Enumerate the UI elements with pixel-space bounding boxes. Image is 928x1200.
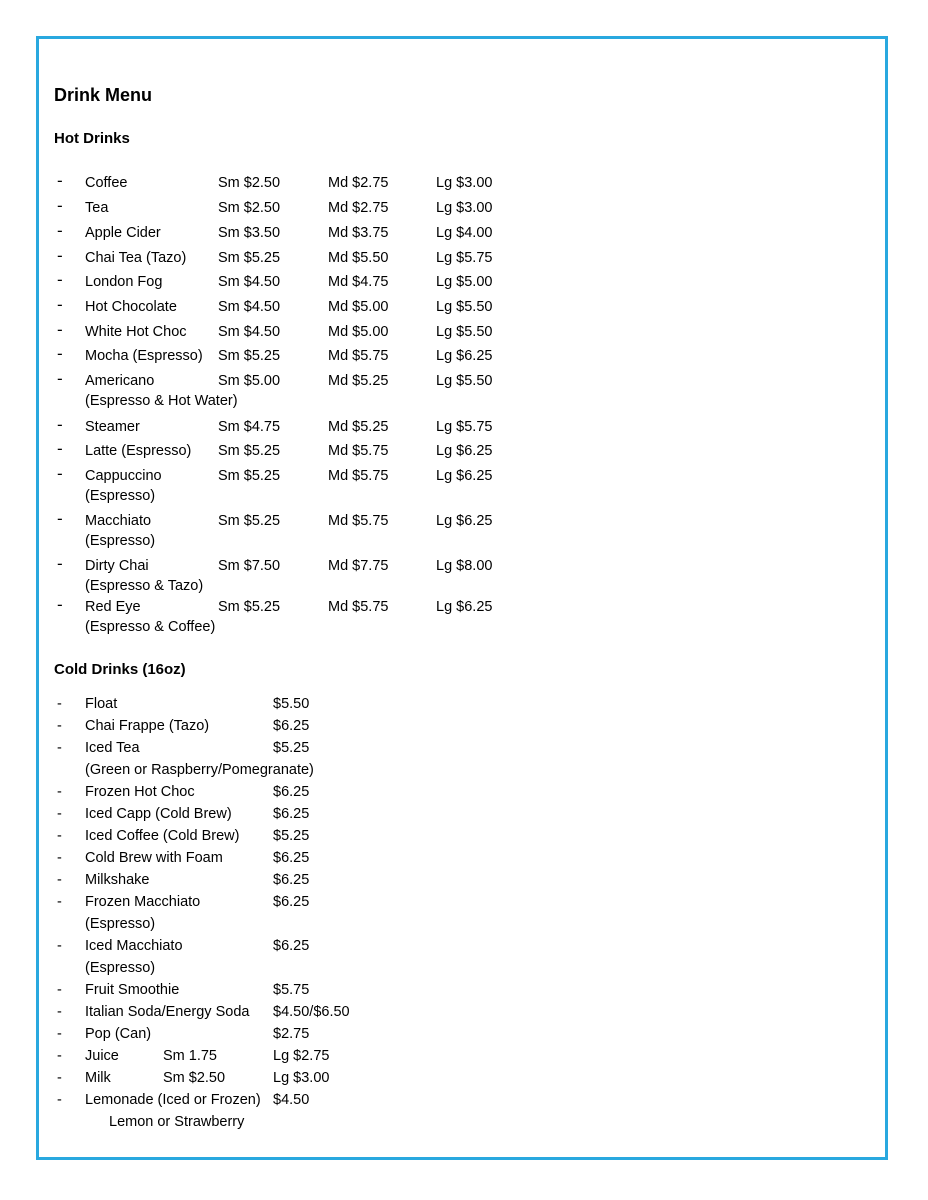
drink-name: Fruit Smoothie <box>85 982 180 998</box>
drink-price: $5.50 <box>273 696 310 712</box>
drink-name: Cold Brew with Foam <box>85 850 223 866</box>
price-medium: Md $5.25 <box>328 419 389 435</box>
bullet-dash: - <box>57 938 62 954</box>
drink-name: Tea <box>85 200 109 216</box>
lemonade-flavors: Lemon or Strawberry <box>109 1114 245 1130</box>
cold-drink-row <box>0 1024 928 1044</box>
hot-drink-row <box>0 173 928 193</box>
bullet-dash: - <box>57 828 62 844</box>
drink-name: London Fog <box>85 274 163 290</box>
drink-name: Float <box>85 696 118 712</box>
bullet-dash: - <box>57 872 62 888</box>
price-large: Lg $5.75 <box>436 419 493 435</box>
bullet-dash: - <box>57 171 63 190</box>
cold-drink-row <box>0 980 928 1000</box>
drink-name: Dirty Chai <box>85 558 149 574</box>
drink-name: Frozen Macchiato <box>85 894 201 910</box>
price-small: Sm $5.25 <box>218 250 281 266</box>
cold-drink-row <box>0 892 928 912</box>
drink-name: Hot Chocolate <box>85 299 177 315</box>
hot-drink-row <box>0 371 928 391</box>
drink-name: Chai Tea (Tazo) <box>85 250 187 266</box>
price-large: Lg $6.25 <box>436 513 493 529</box>
drink-price: $6.25 <box>273 894 310 910</box>
cold-drinks-heading: Cold Drinks (16oz) <box>54 661 186 678</box>
hot-drinks-heading: Hot Drinks <box>54 130 130 147</box>
price-small: Sm $5.25 <box>218 443 281 459</box>
cold-drink-row <box>0 1046 928 1066</box>
drink-name: Italian Soda/Energy Soda <box>85 1004 250 1020</box>
cold-drink-row <box>0 1090 928 1110</box>
price-large: Lg $3.00 <box>436 175 493 191</box>
price-large: Lg $6.25 <box>436 443 493 459</box>
hot-drink-row <box>0 441 928 461</box>
bullet-dash: - <box>57 509 63 528</box>
price-medium: Md $5.00 <box>328 299 389 315</box>
drink-name: Red Eye <box>85 599 141 615</box>
bullet-dash: - <box>57 595 63 614</box>
hot-drink-row <box>0 466 928 486</box>
hot-drink-row <box>0 198 928 218</box>
bullet-dash: - <box>57 295 63 314</box>
drink-price: $6.25 <box>273 850 310 866</box>
cold-drink-row <box>0 804 928 824</box>
price-small: Sm $4.50 <box>218 274 281 290</box>
cold-drink-row <box>0 826 928 846</box>
drink-name: Pop (Can) <box>85 1026 152 1042</box>
drink-name: Milk <box>85 1070 111 1086</box>
price-large: Lg $6.25 <box>436 468 493 484</box>
price-small: Sm $5.25 <box>218 599 281 615</box>
bullet-dash: - <box>57 1070 62 1086</box>
bullet-dash: - <box>57 221 63 240</box>
drink-name: Iced Coffee (Cold Brew) <box>85 828 240 844</box>
price-small: Sm $5.25 <box>218 348 281 364</box>
drink-note: (Espresso & Tazo) <box>85 578 204 594</box>
hot-drink-row <box>0 297 928 317</box>
price-medium: Md $7.75 <box>328 558 389 574</box>
drink-note: (Espresso) <box>85 960 156 976</box>
price-large: Lg $4.00 <box>436 225 493 241</box>
bullet-dash: - <box>57 1048 62 1064</box>
price-small: Sm $4.50 <box>218 299 281 315</box>
price-medium: Md $5.75 <box>328 513 389 529</box>
price-large: Lg $6.25 <box>436 599 493 615</box>
drink-name: Coffee <box>85 175 128 191</box>
drink-name: Apple Cider <box>85 225 161 241</box>
price-large: Lg $5.50 <box>436 324 493 340</box>
price-large: Lg $3.00 <box>273 1070 330 1086</box>
cold-drink-row <box>0 870 928 890</box>
bullet-dash: - <box>57 196 63 215</box>
drink-price: $4.50 <box>273 1092 310 1108</box>
cold-drink-row <box>0 694 928 714</box>
price-medium: Md $5.00 <box>328 324 389 340</box>
bullet-dash: - <box>57 320 63 339</box>
price-medium: Md $2.75 <box>328 175 389 191</box>
bullet-dash: - <box>57 344 63 363</box>
drink-price: $6.25 <box>273 938 310 954</box>
price-small: Sm $7.50 <box>218 558 281 574</box>
drink-note: (Green or Raspberry/Pomegranate) <box>85 762 314 778</box>
drink-price: $5.25 <box>273 828 310 844</box>
price-small: Sm $2.50 <box>163 1070 226 1086</box>
drink-note: (Espresso) <box>85 533 156 549</box>
drink-note: (Espresso & Coffee) <box>85 619 216 635</box>
price-medium: Md $3.75 <box>328 225 389 241</box>
price-medium: Md $5.75 <box>328 348 389 364</box>
price-medium: Md $5.75 <box>328 599 389 615</box>
bullet-dash: - <box>57 1004 62 1020</box>
bullet-dash: - <box>57 439 63 458</box>
drink-name: Iced Tea <box>85 740 140 756</box>
price-large: Lg $6.25 <box>436 348 493 364</box>
bullet-dash: - <box>57 718 62 734</box>
cold-drink-row <box>0 1002 928 1022</box>
cold-drink-row <box>0 1068 928 1088</box>
hot-drink-row <box>0 248 928 268</box>
drink-name: Steamer <box>85 419 140 435</box>
hot-drink-row <box>0 272 928 292</box>
price-medium: Md $5.75 <box>328 468 389 484</box>
price-medium: Md $5.25 <box>328 373 389 389</box>
price-large: Lg $3.00 <box>436 200 493 216</box>
price-small: Sm $4.75 <box>218 419 281 435</box>
bullet-dash: - <box>57 894 62 910</box>
bullet-dash: - <box>57 1026 62 1042</box>
drink-name: Americano <box>85 373 155 389</box>
drink-name: Juice <box>85 1048 119 1064</box>
hot-drink-row <box>0 223 928 243</box>
drink-price: $6.25 <box>273 806 310 822</box>
drink-price: $4.50/$6.50 <box>273 1004 350 1020</box>
drink-price: $6.25 <box>273 872 310 888</box>
cold-drink-row <box>0 716 928 736</box>
drink-name: Macchiato <box>85 513 152 529</box>
price-small: Sm $2.50 <box>218 175 281 191</box>
price-medium: Md $5.50 <box>328 250 389 266</box>
price-small: Sm $5.25 <box>218 513 281 529</box>
bullet-dash: - <box>57 982 62 998</box>
drink-note: (Espresso) <box>85 488 156 504</box>
bullet-dash: - <box>57 369 63 388</box>
price-large: Lg $5.50 <box>436 299 493 315</box>
bullet-dash: - <box>57 1092 62 1108</box>
hot-drink-row <box>0 417 928 437</box>
drink-name: Milkshake <box>85 872 150 888</box>
bullet-dash: - <box>57 740 62 756</box>
drink-price: $6.25 <box>273 784 310 800</box>
hot-drink-row <box>0 511 928 531</box>
bullet-dash: - <box>57 784 62 800</box>
drink-name: Cappuccino <box>85 468 162 484</box>
hot-drink-row <box>0 597 928 617</box>
cold-drink-row <box>0 936 928 956</box>
drink-name: Latte (Espresso) <box>85 443 192 459</box>
price-large: Lg $2.75 <box>273 1048 330 1064</box>
hot-drink-row <box>0 322 928 342</box>
price-medium: Md $5.75 <box>328 443 389 459</box>
drink-name: Chai Frappe (Tazo) <box>85 718 210 734</box>
drink-name: Iced Macchiato <box>85 938 183 954</box>
price-small: Sm $5.25 <box>218 468 281 484</box>
bullet-dash: - <box>57 806 62 822</box>
price-small: Sm $3.50 <box>218 225 281 241</box>
bullet-dash: - <box>57 464 63 483</box>
bullet-dash: - <box>57 415 63 434</box>
hot-drink-row <box>0 556 928 576</box>
drink-note: (Espresso & Hot Water) <box>85 393 238 409</box>
drink-name: White Hot Choc <box>85 324 187 340</box>
bullet-dash: - <box>57 696 62 712</box>
cold-drink-row <box>0 738 928 758</box>
drink-name: Lemonade (Iced or Frozen) <box>85 1092 261 1108</box>
price-large: Lg $8.00 <box>436 558 493 574</box>
bullet-dash: - <box>57 270 63 289</box>
bullet-dash: - <box>57 554 63 573</box>
drink-note: (Espresso) <box>85 916 156 932</box>
bullet-dash: - <box>57 246 63 265</box>
hot-drink-row <box>0 346 928 366</box>
drink-price: $6.25 <box>273 718 310 734</box>
price-small: Sm $4.50 <box>218 324 281 340</box>
price-large: Lg $5.75 <box>436 250 493 266</box>
drink-price: $2.75 <box>273 1026 310 1042</box>
price-small: Sm $2.50 <box>218 200 281 216</box>
price-small: Sm $5.00 <box>218 373 281 389</box>
drink-name: Mocha (Espresso) <box>85 348 203 364</box>
price-small: Sm 1.75 <box>163 1048 217 1064</box>
drink-name: Iced Capp (Cold Brew) <box>85 806 232 822</box>
bullet-dash: - <box>57 850 62 866</box>
drink-price: $5.75 <box>273 982 310 998</box>
drink-price: $5.25 <box>273 740 310 756</box>
cold-drink-row <box>0 848 928 868</box>
price-large: Lg $5.50 <box>436 373 493 389</box>
price-medium: Md $2.75 <box>328 200 389 216</box>
cold-drink-row <box>0 782 928 802</box>
price-large: Lg $5.00 <box>436 274 493 290</box>
price-medium: Md $4.75 <box>328 274 389 290</box>
page-title: Drink Menu <box>54 85 153 105</box>
drink-name: Frozen Hot Choc <box>85 784 195 800</box>
